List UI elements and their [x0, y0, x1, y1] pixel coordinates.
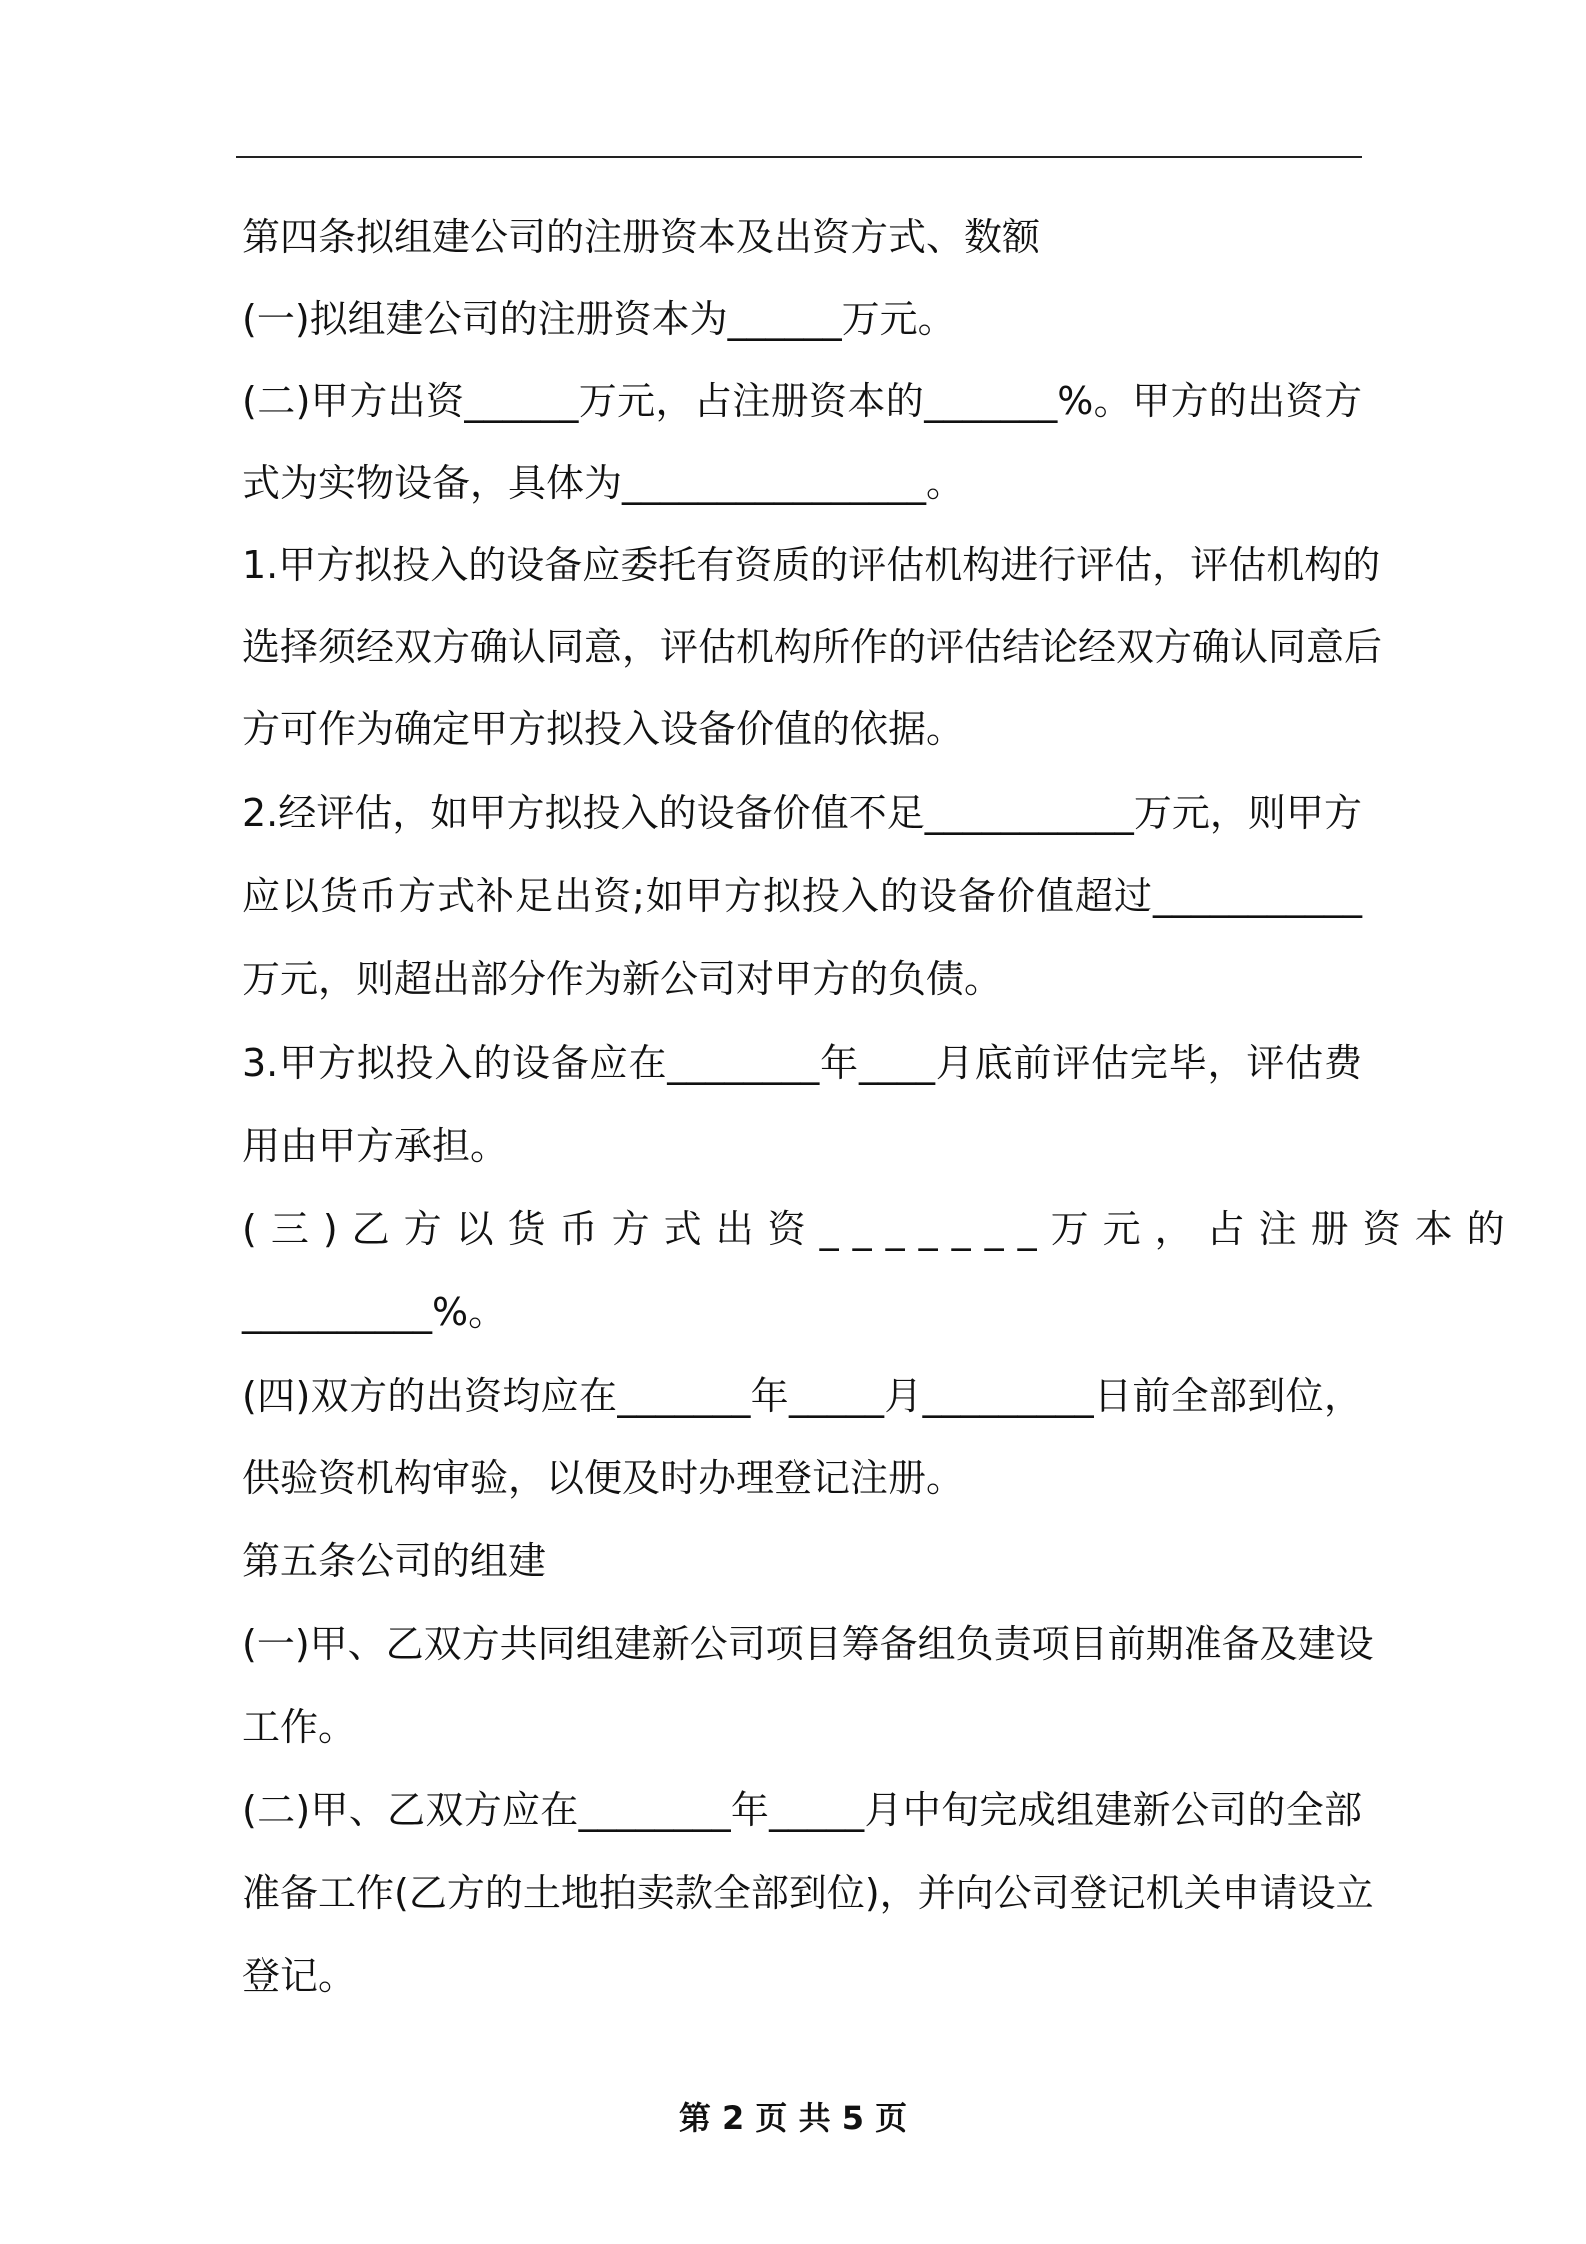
article-4-heading: 第四条拟组建公司的注册资本及出资方式、数额: [242, 215, 1041, 259]
text-line: 式为实物设备，具体为________________。: [242, 461, 965, 505]
text-line: 工作。: [242, 1705, 357, 1749]
text-line: 万元，则超出部分作为新公司对甲方的负债。: [242, 957, 1003, 1001]
page-number: 第 2 页 共 5 页: [678, 2099, 908, 2137]
article-5-heading: 第五条公司的组建: [242, 1539, 547, 1583]
header-rule: [236, 156, 1362, 158]
text-line: 2.经评估，如甲方拟投入的设备价值不足___________万元，则甲方: [242, 791, 1362, 835]
text-line: (二)甲、乙双方应在________年_____月中旬完成组建新公司的全部: [242, 1788, 1362, 1832]
text-line: __________%。: [242, 1290, 507, 1334]
text-line: (一)拟组建公司的注册资本为______万元。: [242, 297, 956, 341]
text-line: 方可作为确定甲方拟投入设备价值的依据。: [242, 707, 965, 751]
text-line: (四)双方的出资均应在_______年_____月_________日前全部到位，: [242, 1374, 1362, 1418]
text-line: 登记。: [242, 1954, 357, 1998]
text-line: 选择须经双方确认同意，评估机构所作的评估结论经双方确认同意后: [242, 625, 1383, 669]
text-line: 用由甲方承担。: [242, 1124, 509, 1168]
text-line: (三)乙方以货币方式出资_______万元，占注册资本的: [242, 1207, 1519, 1251]
text-line: 1.甲方拟投入的设备应委托有资质的评估机构进行评估，评估机构的: [242, 543, 1381, 587]
text-line: (一)甲、乙双方共同组建新公司项目筹备组负责项目前期准备及建设: [242, 1622, 1374, 1666]
text-line: 供验资机构审验，以便及时办理登记注册。: [242, 1456, 965, 1500]
text-line: 3.甲方拟投入的设备应在________年____月底前评估完毕，评估费: [242, 1041, 1362, 1085]
text-line: 应以货币方式补足出资;如甲方拟投入的设备价值超过___________: [242, 874, 1362, 918]
text-line: (二)甲方出资______万元，占注册资本的_______%。甲方的出资方: [242, 379, 1362, 423]
text-line: 准备工作(乙方的土地拍卖款全部到位)，并向公司登记机关申请设立: [242, 1871, 1374, 1915]
